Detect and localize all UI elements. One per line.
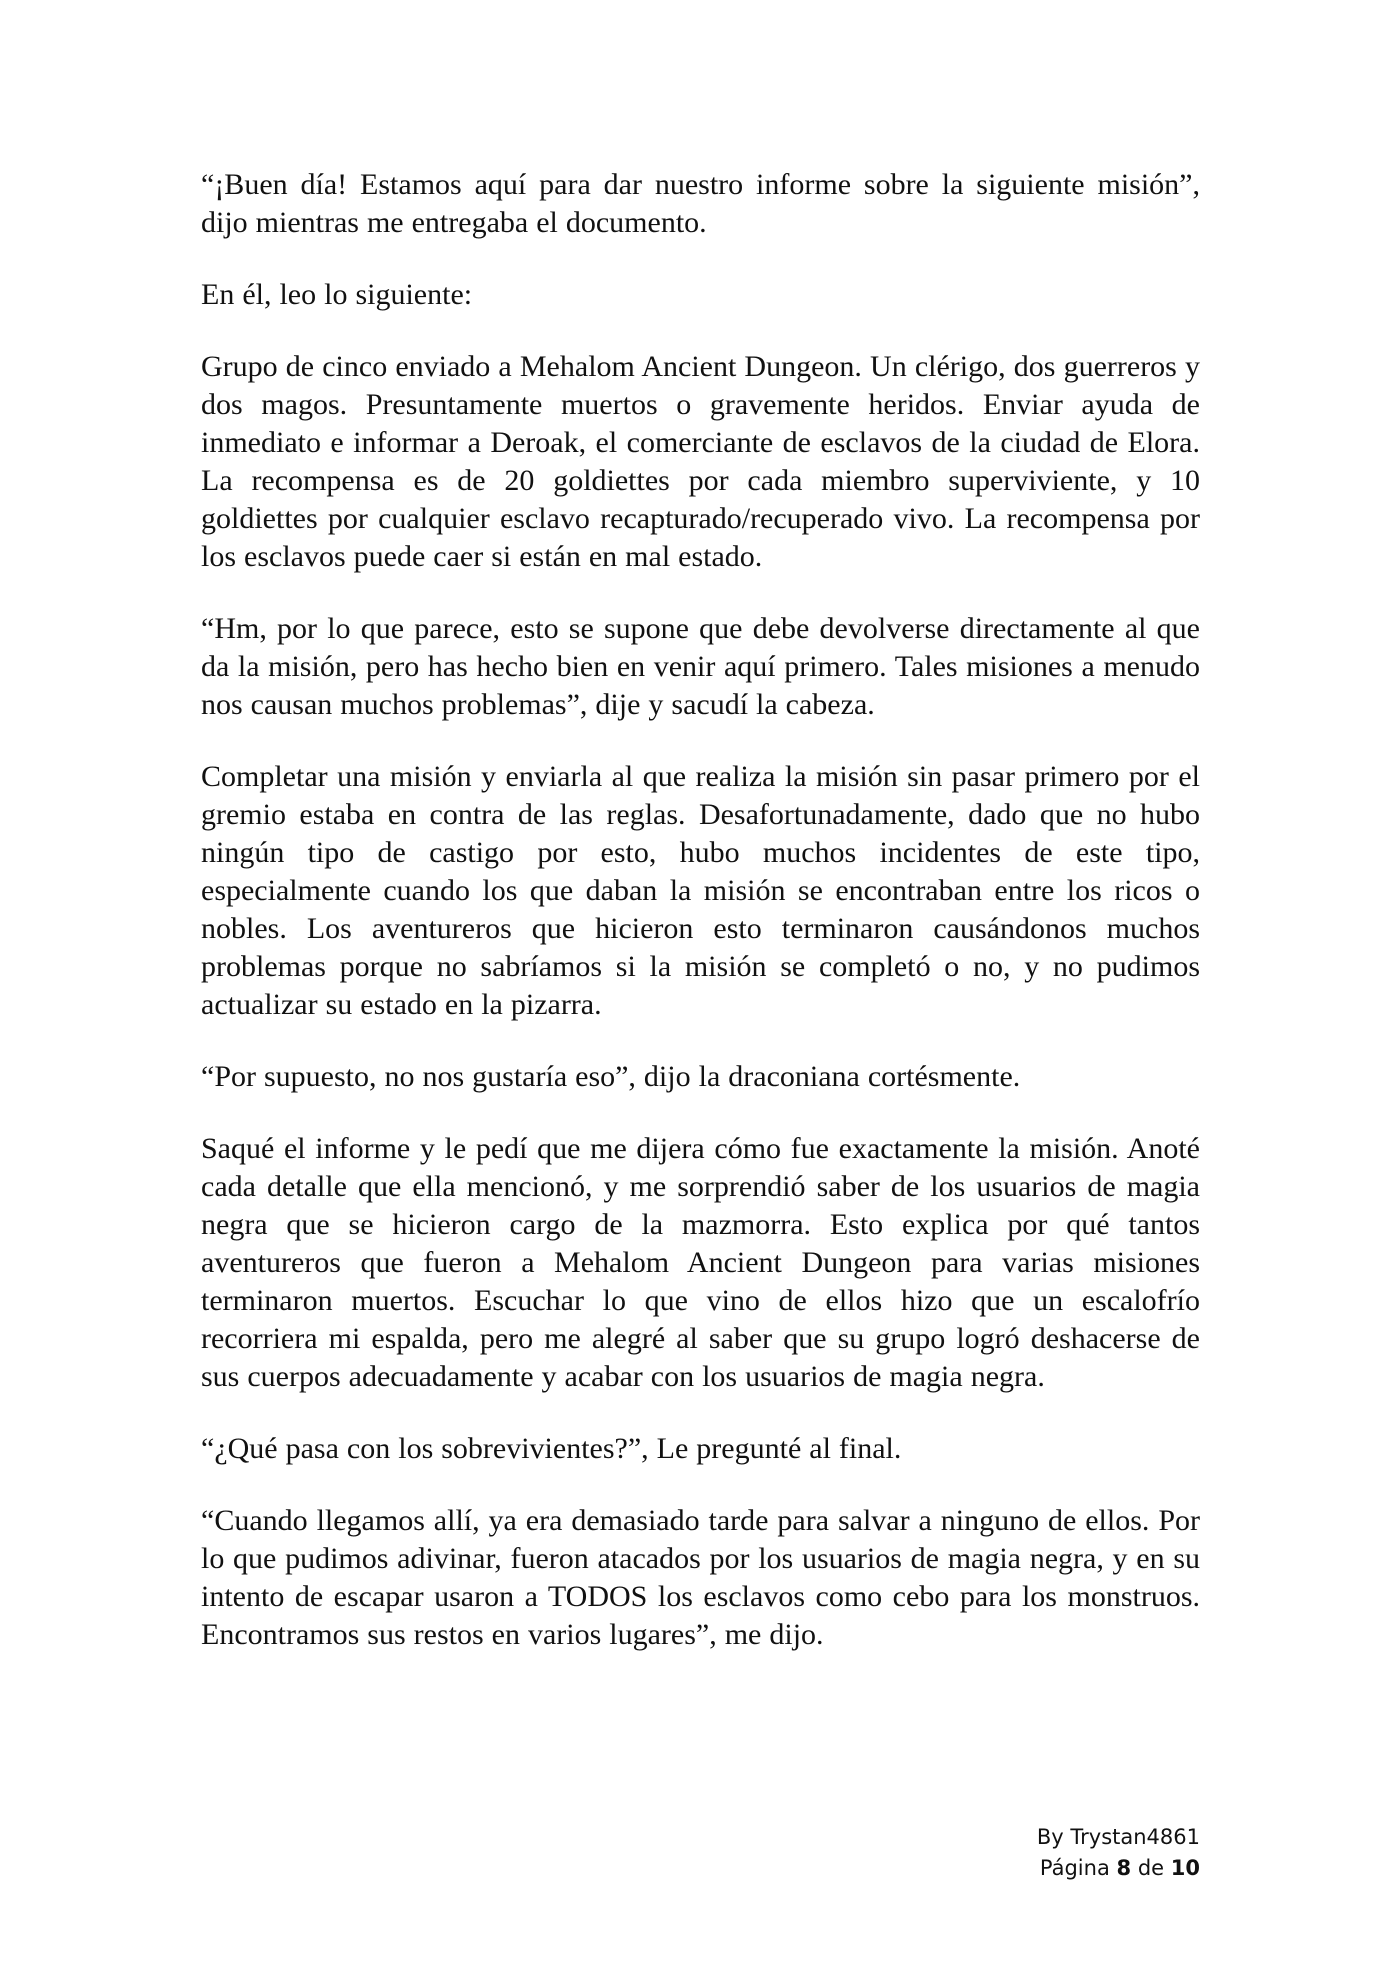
paragraph-3: Grupo de cinco enviado a Mehalom Ancient Dungeon. Un clérigo, dos guerreros y dos magos. Presuntamente muertos o gravemente heridos. Enviar ayuda de inmediato e informar a Deroak, el comerciante de esclavos de la ciudad de Elora. La recompensa es de 20 goldiettes por cada miembro superviviente, y 10 goldiettes por cualquier esclavo recapturado/recuperado vivo. La recompensa por los esclavos puede caer si están en mal estado. (201, 350, 1200, 573)
page-number (1037, 1853, 1200, 1884)
paragraph-8: “¿Qué pasa con los sobrevivientes?”, Le pregunté al final. (201, 1432, 902, 1465)
paragraph-5: Completar una misión y enviarla al que realiza la misión sin pasar primero por el gremio estaba en contra de las reglas. Desafortunadamente, dado que no hubo ningún tipo de castigo por esto, hubo muchos incidentes de este tipo, especialmente cuando los que daban la misión se encontraban entre los ricos o nobles. Los aventureros que hicieron esto terminaron causándonos muchos problemas porque no sabríamos si la misión se completó o no, y no pudimos actualizar su estado en la pizarra. (201, 760, 1200, 1021)
paragraph-7: Saqué el informe y le pedí que me dijera cómo fue exactamente la misión. Anoté cada detalle que ella mencionó, y me sorprendió saber de los usuarios de magia negra que se hicieron cargo de la mazmorra. Esto explica por qué tantos aventureros que fueron a Mehalom Ancient Dungeon para varias misiones terminaron muertos. Escuchar lo que vino de ellos hizo que un escalofrío recorriera mi espalda, pero me alegré al saber que su grupo logró deshacerse de sus cuerpos adecuadamente y acabar con los usuarios de magia negra. (201, 1132, 1200, 1393)
paragraph-9: “Cuando llegamos allí, ya era demasiado tarde para salvar a ninguno de ellos. Por lo que pudimos adivinar, fueron atacados por los usuarios de magia negra, y en su intento de escapar usaron a TODOS los esclavos como cebo para los monstruos. Encontramos sus restos en varios lugares”, me dijo. (201, 1504, 1200, 1651)
body-text (201, 166, 1200, 1688)
footer-author: By Trystan4861 (1036, 1825, 1200, 1849)
paragraph-1: “¡Buen día! Estamos aquí para dar nuestro informe sobre la siguiente misión”, dijo mientras me entregaba el documento. (201, 168, 1200, 239)
paragraph-4: “Hm, por lo que parece, esto se supone que debe devolverse directamente al que da la misión, pero has hecho bien en venir aquí primero. Tales misiones a menudo nos causan muchos problemas”, dije y sacudí la cabeza. (201, 612, 1200, 721)
page-total: 10 (1170, 1856, 1200, 1880)
page-word: Página (1039, 1856, 1110, 1880)
paragraph-6: “Por supuesto, no nos gustaría eso”, dijo la draconiana cortésmente. (201, 1060, 1021, 1093)
page-footer (1037, 1822, 1200, 1884)
page-current: 8 (1116, 1856, 1132, 1880)
paragraph-2: En él, leo lo siguiente: (201, 278, 473, 311)
page-of: de (1137, 1856, 1165, 1880)
